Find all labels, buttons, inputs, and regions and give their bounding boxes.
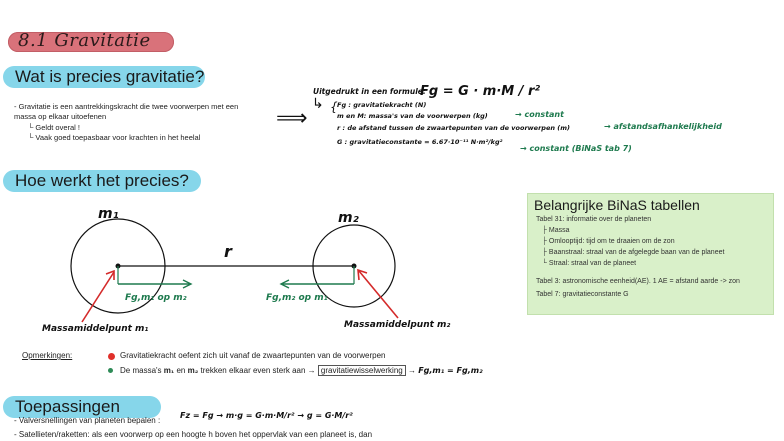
note-distance: → afstandsafhankelijkheid	[604, 122, 722, 131]
page-title-pill	[8, 32, 174, 52]
def-g: G : gravitatieconstante = 6.67·10⁻¹¹ N·m²/kg²	[337, 138, 503, 146]
remark-2-a: De massa's	[120, 366, 162, 375]
section-header-how	[3, 170, 201, 192]
note-binas-text: constant (BiNaS tab 7)	[529, 144, 632, 153]
binas-item-radius: └ Straal: straal van de planeet	[542, 260, 637, 267]
bracket-icon: ↳	[312, 96, 324, 112]
formula-intro: Uitgedrukt in een formule:	[313, 87, 426, 96]
binas-box	[527, 193, 774, 315]
green-bullet-icon	[108, 368, 113, 373]
def-fg: Fg : gravitatiekracht (N)	[337, 101, 427, 109]
remarks-label: Opmerkingen:	[22, 351, 73, 360]
def-distance: r : de afstand tussen de zwaartepunten van de voorwerpen (m)	[337, 124, 570, 132]
binas-t7: Tabel 7: gravitatieconstante G	[536, 291, 629, 298]
red-bullet-icon	[108, 353, 115, 360]
binas-t31: Tabel 31: informatie over de planeten	[536, 216, 652, 223]
remark-2-d: Fg,m₁ = Fg,m₂	[418, 366, 483, 375]
note-binas: → constant (BiNaS tab 7)	[520, 144, 632, 153]
section-header-apps	[3, 396, 161, 418]
arrow-icon: →	[307, 366, 316, 375]
remark-2-c: gravitatiewisselwerking	[318, 365, 406, 376]
apps-line1: - Valversnellingen van planeten bepalen :	[14, 416, 161, 425]
remark-1: Gravitatiekracht oefent zich uit vanaf de zwaartepunten van de voorwerpen	[120, 351, 386, 360]
remark-2-b: trekken elkaar even sterk aan	[200, 366, 306, 375]
remark-2-m1: m₁	[163, 366, 175, 375]
note-constant: → constant	[515, 110, 564, 119]
what-bullet2: └ Vaak goed toepasbaar voor krachten in het heelal	[28, 133, 201, 142]
binas-item-orbit-text: Omlooptijd: tijd om te draaien om de zon	[548, 238, 675, 245]
label-m1: m₁	[98, 206, 119, 222]
formula: Fg = G · m·M / r²	[420, 84, 541, 99]
center1-pointer	[82, 272, 114, 322]
binas-item-mass: ├ Massa	[542, 227, 570, 234]
implies-arrow-icon: ⟹	[276, 105, 308, 130]
section-header-how-label: Hoe werkt het precies?	[15, 171, 189, 190]
what-line1: - Gravitatie is een aantrekkingskracht die twee voorwerpen met een	[14, 102, 239, 111]
page-title: 8.1 Gravitatie	[18, 30, 151, 51]
binas-item-orbit: ├ Omlooptijd: tijd om te draaien om de zon	[542, 238, 675, 245]
def-masses: m en M: massa's van de voorwerpen (kg)	[337, 112, 488, 120]
section-header-what	[3, 66, 205, 88]
center2-pointer	[359, 271, 398, 318]
label-force1: Fg,m₁ op m₂	[125, 293, 187, 303]
remark-2-m2: m₂	[187, 366, 199, 375]
binas-item-orbitradius-text: Baanstraal: straal van de afgelegde baan van de planeet	[548, 249, 725, 256]
binas-item-mass-text: Massa	[548, 227, 570, 234]
label-center2: Massamiddelpunt m₂	[344, 320, 451, 330]
label-m2: m₂	[338, 210, 359, 226]
what-bullet1-text: Geldt overal !	[35, 123, 81, 132]
binas-t3: Tabel 3: astronomische eenheid(AE). 1 AE = afstand aarde -> zon	[536, 278, 740, 285]
note-constant-text: constant	[524, 110, 564, 119]
arrow-icon-2: →	[407, 366, 416, 375]
what-bullet2-text: Vaak goed toepasbaar voor krachten in het heelal	[35, 133, 201, 142]
what-line2: massa op elkaar uitoefenen	[14, 112, 107, 121]
label-center1: Massamiddelpunt m₁	[42, 324, 149, 334]
binas-heading: Belangrijke BiNaS tabellen	[534, 197, 700, 213]
remark-2-en: en	[176, 366, 186, 375]
brace-icon: {	[330, 100, 338, 114]
label-r: r	[224, 242, 232, 261]
remark-2	[120, 366, 483, 376]
section-header-what-label: Wat is precies gravitatie?	[15, 67, 205, 86]
what-bullet1: └ Geldt overal !	[28, 123, 81, 132]
label-force2: Fg,m₂ op m₁	[266, 293, 328, 303]
binas-item-radius-text: Straal: straal van de planeet	[548, 260, 637, 267]
section-header-apps-label: Toepassingen	[15, 397, 120, 416]
apps-derivation: Fz = Fg → m·g = G·m·M/r² → g = G·M/r²	[180, 411, 353, 420]
binas-item-orbitradius: ├ Baanstraal: straal van de afgelegde baan van de planeet	[542, 249, 725, 256]
apps-line2: - Satellieten/raketten: als een voorwerp op een hoogte h boven het oppervlak van een planeet is, dan	[14, 430, 373, 439]
note-distance-text: afstandsafhankelijkheid	[613, 122, 722, 131]
